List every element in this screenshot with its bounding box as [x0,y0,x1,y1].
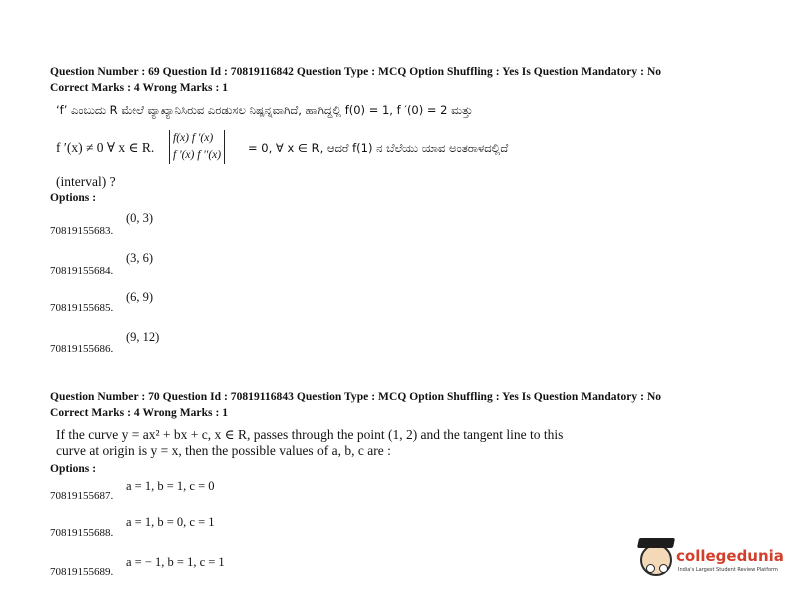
option-id: 70819155686. [50,343,114,355]
option-id: 70819155683. [50,225,114,237]
q69-line2-suffix: = 0, ∀ x ∈ R, ಆದರೆ f(1) ನ ಬೆಲೆಯು ಯಾವ ಅಂತರಾಳದಲ್ಲಿದೆ [248,141,509,155]
option-value[interactable]: a = 1, b = 1, c = 0 [126,479,215,493]
option-id: 70819155689. [50,566,114,578]
q69-header: Question Number : 69 Question Id : 70819116842 Question Type : MCQ Option Shuffling : Yes Is Question Mandatory : No [50,66,662,78]
q69-line2-prefix: f ′(x) ≠ 0 ∀ x ∈ R. [56,140,155,155]
q70-marks: Correct Marks : 4 Wrong Marks : 1 [50,407,229,419]
option-value[interactable]: (9, 12) [126,330,160,344]
option-value[interactable]: a = − 1, b = 1, c = 1 [126,555,225,569]
collegedunia-logo [640,536,784,586]
q69-options-label: Options : [50,192,97,204]
q70-line2: curve at origin is y = x, then the possible values of a, b, c are : [56,443,391,458]
determinant-row-2: f ′(x) f ′′(x) [173,149,222,161]
q70-options-label: Options : [50,463,97,475]
q69-line1: ‘f’ ಎಂಬುದು R ಮೇಲೆ ವ್ಯಾಖ್ಯಾನಿಸಿರುವ ಎರಡುಸಲ ನಿಷ್ಪನ್ನವಾಗಿದೆ, ಹಾಗಿದ್ದಲ್ಲಿ f(0) = 1, f ′(0) = 2 ಮತ್ತು [56,103,473,117]
option-id: 70819155687. [50,490,114,502]
determinant-row-1: f(x) f ′(x) [173,132,214,144]
q70-header: Question Number : 70 Question Id : 70819116843 Question Type : MCQ Option Shuffling : Yes Is Question Mandatory : No [50,391,662,403]
q69-determinant [169,130,225,164]
logo-name: collegedunia [676,547,784,565]
option-value[interactable]: (3, 6) [126,251,154,265]
graduation-cap-icon [637,538,675,548]
q69-marks: Correct Marks : 4 Wrong Marks : 1 [50,82,229,94]
option-id: 70819155688. [50,527,114,539]
option-value[interactable]: (6, 9) [126,290,154,304]
option-value[interactable]: (0, 3) [126,211,154,225]
logo-tagline: India's Largest Student Review Platform [678,567,778,573]
mascot-icon [640,544,672,576]
q70-line1: If the curve y = ax² + bx + c, x ∈ R, passes through the point (1, 2) and the tangent line to this [56,427,564,442]
option-id: 70819155684. [50,265,114,277]
option-value[interactable]: a = 1, b = 0, c = 1 [126,515,215,529]
q69-line3: (interval) ? [56,174,116,189]
option-id: 70819155685. [50,302,114,314]
